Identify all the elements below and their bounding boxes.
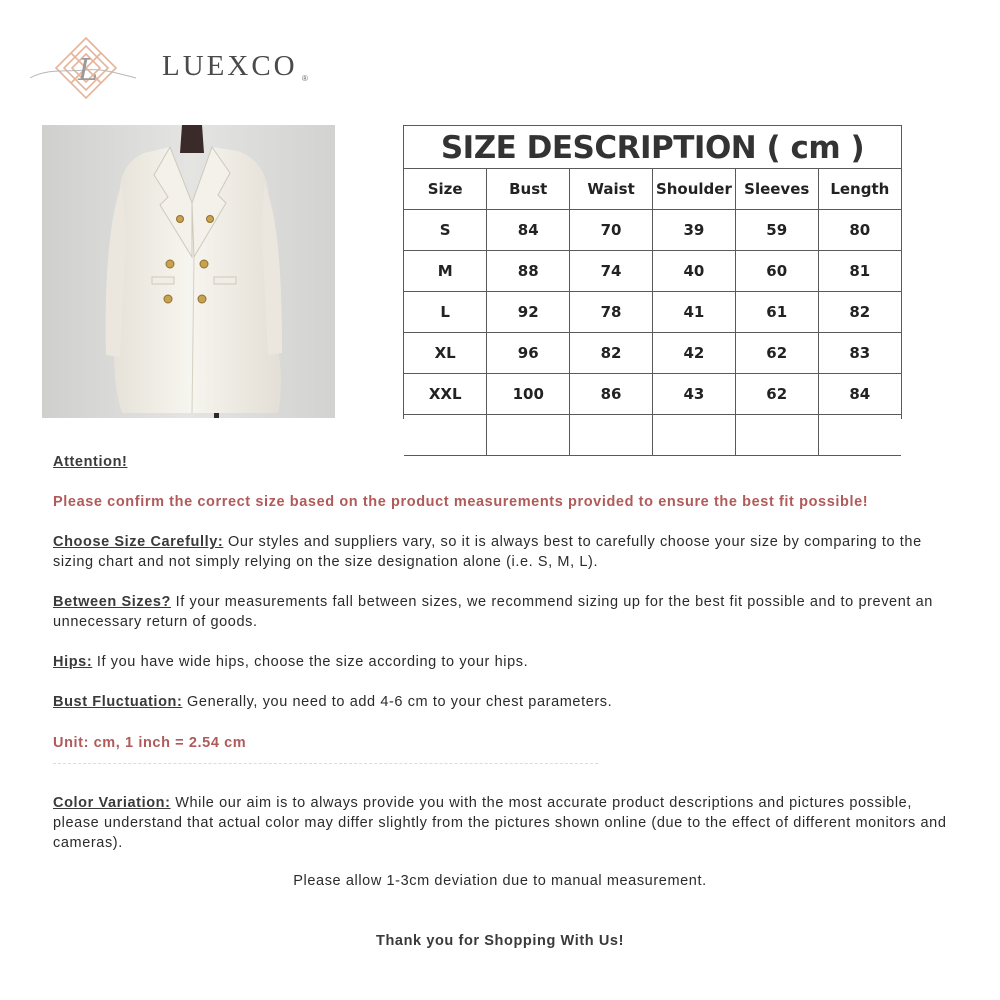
table-cell: 84 bbox=[818, 374, 901, 415]
size-table bbox=[404, 169, 901, 456]
bust-fluctuation-heading: Bust Fluctuation: bbox=[53, 694, 183, 710]
logo-diamond-icon bbox=[28, 34, 138, 104]
table-row bbox=[404, 210, 901, 251]
table-cell: 84 bbox=[487, 210, 570, 251]
between-sizes-paragraph bbox=[53, 592, 953, 632]
brand-logo bbox=[28, 34, 328, 104]
between-sizes-heading: Between Sizes? bbox=[53, 594, 171, 610]
table-cell: M bbox=[404, 251, 487, 292]
table-cell: 80 bbox=[818, 210, 901, 251]
deviation-note: Please allow 1-3cm deviation due to manual measurement. bbox=[293, 873, 707, 889]
hips-text: If you have wide hips, choose the size according to your hips. bbox=[92, 654, 529, 670]
table-row bbox=[404, 333, 901, 374]
col-header: Shoulder bbox=[652, 169, 735, 210]
table-cell: 100 bbox=[487, 374, 570, 415]
size-chart-title: SIZE DESCRIPTION ( cm ) bbox=[404, 126, 901, 169]
table-cell: 96 bbox=[487, 333, 570, 374]
table-cell: 78 bbox=[570, 292, 653, 333]
table-cell: 60 bbox=[735, 251, 818, 292]
table-row bbox=[404, 251, 901, 292]
confirm-size-notice: Please confirm the correct size based on the product measurements provided to ensure the best fit possible! bbox=[53, 494, 869, 510]
table-cell: 61 bbox=[735, 292, 818, 333]
table-header-row bbox=[404, 169, 901, 210]
bust-fluctuation-text: Generally, you need to add 4-6 cm to your chest parameters. bbox=[182, 694, 613, 710]
registered-mark: ® bbox=[302, 74, 308, 83]
choose-size-text: Our styles and suppliers vary, so it is always best to carefully choose your size by comparing to the sizing chart and not simply relying on the size designation alone (i.e. S, M, L). bbox=[53, 534, 922, 570]
choose-size-heading: Choose Size Carefully: bbox=[53, 534, 224, 550]
color-variation-heading: Color Variation: bbox=[53, 795, 171, 811]
between-sizes-text: If your measurements fall between sizes, we recommend sizing up for the best fit possible and to prevent an unnecessary return of goods. bbox=[53, 594, 933, 630]
color-variation-text: While our aim is to always provide you with the most accurate product descriptions and pictures possible, please understand that actual color may differ slightly from the pictures shown online (due to the effect of different monitors and cameras). bbox=[53, 795, 947, 851]
attention-heading: Attention! bbox=[53, 454, 128, 470]
table-row bbox=[404, 374, 901, 415]
thank-you-note: Thank you for Shopping With Us! bbox=[375, 933, 625, 949]
color-variation-paragraph bbox=[53, 793, 953, 853]
table-row-stub bbox=[404, 415, 901, 456]
table-cell: 92 bbox=[487, 292, 570, 333]
choose-size-paragraph bbox=[53, 532, 953, 572]
section-divider bbox=[53, 763, 598, 764]
table-cell: L bbox=[404, 292, 487, 333]
table-cell: 82 bbox=[570, 333, 653, 374]
unit-note: Unit: cm, 1 inch = 2.54 cm bbox=[53, 735, 247, 751]
table-cell: 81 bbox=[818, 251, 901, 292]
table-cell: 39 bbox=[652, 210, 735, 251]
table-cell: 41 bbox=[652, 292, 735, 333]
table-cell: XL bbox=[404, 333, 487, 374]
product-photo bbox=[42, 125, 335, 418]
table-cell: S bbox=[404, 210, 487, 251]
hips-heading: Hips: bbox=[53, 654, 93, 670]
table-cell: 59 bbox=[735, 210, 818, 251]
table-cell: 43 bbox=[652, 374, 735, 415]
table-cell: 62 bbox=[735, 333, 818, 374]
table-cell: 62 bbox=[735, 374, 818, 415]
table-cell: 88 bbox=[487, 251, 570, 292]
table-cell: 83 bbox=[818, 333, 901, 374]
table-cell: 70 bbox=[570, 210, 653, 251]
table-cell: XXL bbox=[404, 374, 487, 415]
table-row bbox=[404, 292, 901, 333]
table-cell: 40 bbox=[652, 251, 735, 292]
blazer-dress-illustration bbox=[42, 125, 335, 418]
bust-fluctuation-paragraph bbox=[53, 692, 953, 712]
col-header: Bust bbox=[487, 169, 570, 210]
col-header: Length bbox=[818, 169, 901, 210]
table-cell: 42 bbox=[652, 333, 735, 374]
hips-paragraph bbox=[53, 652, 953, 672]
col-header: Sleeves bbox=[735, 169, 818, 210]
size-chart bbox=[403, 125, 902, 419]
brand-name: LUEXCO bbox=[162, 50, 298, 82]
table-cell: 82 bbox=[818, 292, 901, 333]
col-header: Size bbox=[404, 169, 487, 210]
col-header: Waist bbox=[570, 169, 653, 210]
table-cell: 74 bbox=[570, 251, 653, 292]
logo-monogram: L bbox=[78, 53, 98, 88]
table-cell: 86 bbox=[570, 374, 653, 415]
